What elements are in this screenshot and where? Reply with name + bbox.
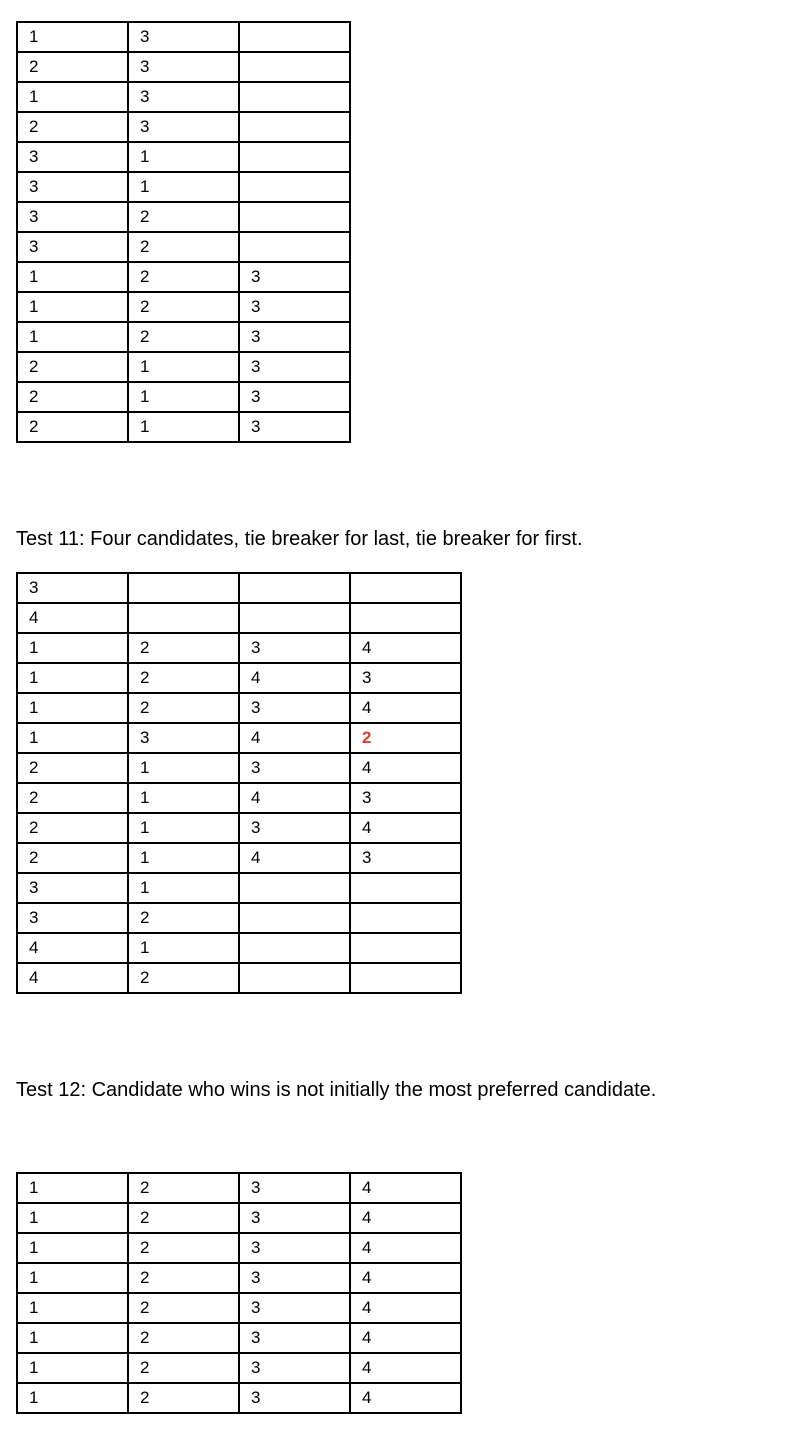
- table-cell: 1: [128, 843, 239, 873]
- table-cell: 1: [17, 1323, 128, 1353]
- table-cell: [239, 933, 350, 963]
- table-cell: 3: [17, 573, 128, 603]
- table-cell: [239, 903, 350, 933]
- table-cell: 3: [17, 873, 128, 903]
- table-cell: 3: [128, 112, 239, 142]
- table-cell: 2: [128, 1383, 239, 1413]
- table-row: [17, 603, 461, 633]
- table-cell: 2: [17, 112, 128, 142]
- table-cell: 3: [239, 382, 350, 412]
- table-cell: 2: [17, 813, 128, 843]
- table-cell: 3: [128, 82, 239, 112]
- table-cell: 3: [239, 1383, 350, 1413]
- table-cell: 3: [239, 1263, 350, 1293]
- table-row: [17, 262, 350, 292]
- table-row: [17, 412, 350, 442]
- table-cell: 3: [17, 232, 128, 262]
- table-cell: 2: [128, 633, 239, 663]
- table-cell: 4: [350, 753, 461, 783]
- table-row: [17, 1323, 461, 1353]
- table-cell: 1: [17, 693, 128, 723]
- table-cell: [239, 112, 350, 142]
- table-cell: 4: [350, 813, 461, 843]
- table-row: [17, 1233, 461, 1263]
- table-row: [17, 1383, 461, 1413]
- test-12-heading: Test 12: Candidate who wins is not initially the most preferred candidate.: [16, 1079, 657, 1101]
- table-cell: 3: [239, 352, 350, 382]
- table-cell: 2: [128, 1293, 239, 1323]
- table-row: [17, 1293, 461, 1323]
- table-cell: 1: [17, 663, 128, 693]
- table-cell: 2: [17, 382, 128, 412]
- table-cell: 1: [17, 322, 128, 352]
- table-cell: [239, 232, 350, 262]
- table-cell: 3: [17, 172, 128, 202]
- table-cell: 2: [128, 1323, 239, 1353]
- table-cell: [239, 142, 350, 172]
- table-cell: 3: [239, 633, 350, 663]
- table-cell: [239, 603, 350, 633]
- highlighted-cell: 2: [350, 723, 461, 753]
- table-row: [17, 933, 461, 963]
- ballot-table-1: [16, 21, 351, 443]
- table-cell: 2: [17, 783, 128, 813]
- table-cell: [239, 573, 350, 603]
- table-cell: 2: [17, 843, 128, 873]
- table-cell: 3: [128, 52, 239, 82]
- table-cell: 4: [239, 843, 350, 873]
- table-row: [17, 813, 461, 843]
- table-cell: 4: [17, 603, 128, 633]
- table-row: [17, 633, 461, 663]
- table-cell: 2: [128, 693, 239, 723]
- table-cell: 2: [128, 1263, 239, 1293]
- table-cell: 2: [17, 52, 128, 82]
- table-cell: 1: [17, 82, 128, 112]
- table-row: [17, 82, 350, 112]
- table-row: [17, 292, 350, 322]
- table-cell: 3: [239, 1323, 350, 1353]
- table-cell: 2: [128, 262, 239, 292]
- table-cell: 1: [128, 873, 239, 903]
- table-cell: [239, 22, 350, 52]
- table-row: [17, 22, 350, 52]
- table-cell: 3: [239, 1233, 350, 1263]
- table-cell: [239, 202, 350, 232]
- table-cell: 2: [128, 663, 239, 693]
- table-cell: 2: [128, 1203, 239, 1233]
- table-row: [17, 723, 461, 753]
- ballot-table-1-body: [17, 22, 350, 442]
- table-cell: 2: [17, 352, 128, 382]
- table-cell: 3: [239, 813, 350, 843]
- ballot-table-test-11: [16, 572, 462, 994]
- table-cell: 1: [128, 783, 239, 813]
- table-cell: 2: [128, 1173, 239, 1203]
- table-cell: [350, 873, 461, 903]
- table-row: [17, 202, 350, 232]
- table-row: [17, 843, 461, 873]
- table-cell: 3: [239, 412, 350, 442]
- table-cell: 1: [17, 1383, 128, 1413]
- table-cell: 2: [128, 292, 239, 322]
- table-cell: [350, 573, 461, 603]
- table-cell: 3: [239, 753, 350, 783]
- table-cell: [239, 52, 350, 82]
- table-cell: 4: [350, 1383, 461, 1413]
- table-cell: 3: [350, 843, 461, 873]
- table-cell: [239, 82, 350, 112]
- table-row: [17, 112, 350, 142]
- table-cell: 2: [128, 232, 239, 262]
- table-row: [17, 52, 350, 82]
- table-cell: 4: [350, 693, 461, 723]
- table-cell: 3: [239, 292, 350, 322]
- table-row: [17, 1173, 461, 1203]
- table-cell: 4: [350, 1203, 461, 1233]
- table-cell: 3: [350, 783, 461, 813]
- table-cell: 3: [17, 142, 128, 172]
- table-cell: 2: [128, 1233, 239, 1263]
- table-cell: 1: [128, 382, 239, 412]
- table-cell: 3: [239, 322, 350, 352]
- table-row: [17, 903, 461, 933]
- table-cell: 3: [128, 22, 239, 52]
- table-cell: 1: [128, 813, 239, 843]
- table-row: [17, 873, 461, 903]
- table-cell: 1: [128, 172, 239, 202]
- table-row: [17, 1203, 461, 1233]
- ballot-table-test-11-body: [17, 573, 461, 993]
- table-cell: 1: [128, 142, 239, 172]
- table-cell: 1: [17, 1293, 128, 1323]
- table-cell: 4: [350, 1233, 461, 1263]
- table-cell: [350, 963, 461, 993]
- table-cell: 1: [17, 1173, 128, 1203]
- table-cell: 3: [239, 262, 350, 292]
- table-cell: 1: [17, 22, 128, 52]
- table-cell: 4: [239, 663, 350, 693]
- table-cell: 3: [239, 693, 350, 723]
- table-cell: 1: [17, 1353, 128, 1383]
- table-row: [17, 783, 461, 813]
- table-row: [17, 573, 461, 603]
- table-row: [17, 1263, 461, 1293]
- table-row: [17, 663, 461, 693]
- table-cell: 4: [350, 1353, 461, 1383]
- table-row: [17, 232, 350, 262]
- table-cell: [239, 873, 350, 903]
- table-row: [17, 693, 461, 723]
- table-cell: 1: [128, 352, 239, 382]
- table-row: [17, 753, 461, 783]
- table-cell: 1: [128, 933, 239, 963]
- table-row: [17, 172, 350, 202]
- table-cell: 1: [128, 412, 239, 442]
- table-row: [17, 382, 350, 412]
- table-cell: 1: [17, 1203, 128, 1233]
- table-cell: 2: [128, 1353, 239, 1383]
- table-row: [17, 1353, 461, 1383]
- table-cell: 4: [350, 1293, 461, 1323]
- table-row: [17, 963, 461, 993]
- table-cell: 2: [128, 963, 239, 993]
- table-cell: 1: [17, 633, 128, 663]
- table-cell: 4: [239, 723, 350, 753]
- table-cell: 2: [128, 903, 239, 933]
- table-cell: 1: [17, 1263, 128, 1293]
- table-cell: [350, 933, 461, 963]
- table-cell: 3: [239, 1173, 350, 1203]
- ballot-table-test-12-body: [17, 1173, 461, 1413]
- table-cell: 3: [128, 723, 239, 753]
- table-cell: [350, 603, 461, 633]
- table-cell: [128, 603, 239, 633]
- table-cell: 4: [350, 1323, 461, 1353]
- table-cell: 2: [17, 753, 128, 783]
- test-11-heading: Test 11: Four candidates, tie breaker for last, tie breaker for first.: [16, 528, 583, 550]
- table-row: [17, 352, 350, 382]
- table-cell: 4: [350, 633, 461, 663]
- table-cell: [128, 573, 239, 603]
- table-cell: 3: [239, 1203, 350, 1233]
- table-cell: [239, 963, 350, 993]
- table-cell: 1: [17, 723, 128, 753]
- table-cell: 4: [17, 933, 128, 963]
- table-cell: 4: [350, 1173, 461, 1203]
- table-cell: 1: [17, 262, 128, 292]
- table-cell: 2: [128, 322, 239, 352]
- table-cell: 3: [239, 1293, 350, 1323]
- table-cell: 3: [17, 202, 128, 232]
- table-row: [17, 142, 350, 172]
- ballot-table-test-12: [16, 1172, 462, 1414]
- table-cell: [350, 903, 461, 933]
- table-cell: 2: [128, 202, 239, 232]
- table-cell: 4: [350, 1263, 461, 1293]
- table-cell: 3: [239, 1353, 350, 1383]
- table-cell: 3: [350, 663, 461, 693]
- table-row: [17, 322, 350, 352]
- table-cell: 4: [239, 783, 350, 813]
- table-cell: 3: [17, 903, 128, 933]
- table-cell: 1: [17, 1233, 128, 1263]
- table-cell: 1: [17, 292, 128, 322]
- table-cell: 1: [128, 753, 239, 783]
- table-cell: [239, 172, 350, 202]
- table-cell: 4: [17, 963, 128, 993]
- table-cell: 2: [17, 412, 128, 442]
